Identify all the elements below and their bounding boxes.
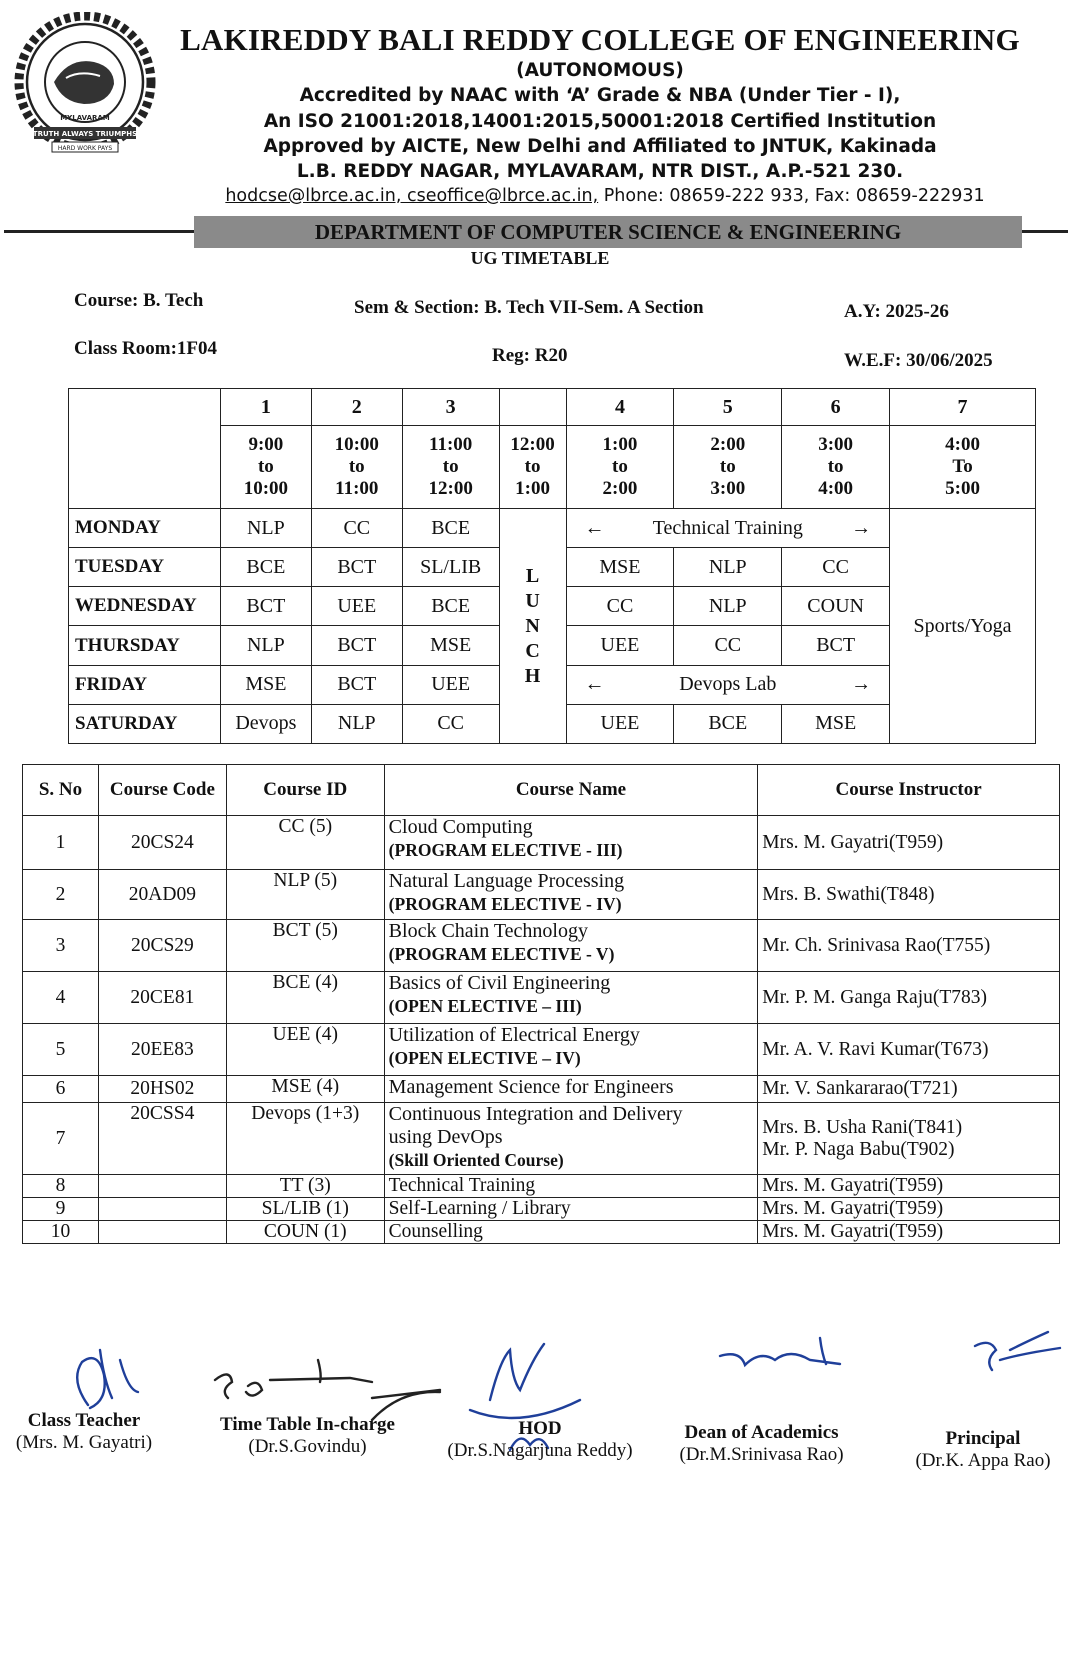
slot-cell: CC: [674, 626, 782, 665]
slot-cell: CC: [782, 548, 890, 587]
course-name: Cloud Computing (PROGRAM ELECTIVE - III): [384, 816, 758, 870]
document-title: UG TIMETABLE: [470, 248, 610, 268]
span-label: Technical Training: [652, 516, 803, 539]
logo-motto-1: TRUTH ALWAYS TRIUMPHS: [32, 130, 138, 138]
course-id: CC (5): [226, 816, 384, 870]
sno: 1: [23, 816, 99, 870]
period-time: 10:00 to 11:00: [311, 426, 402, 509]
sports-yoga-cell: Sports/Yoga: [890, 509, 1036, 744]
arrow-right-icon: →: [851, 673, 872, 696]
signature-class-teacher: [4, 1410, 164, 1454]
lunch-letter: N: [525, 614, 540, 637]
period-time: 9:00 to 10:00: [220, 426, 311, 509]
table-row: [23, 1221, 1060, 1244]
course-id: TT (3): [226, 1175, 384, 1198]
lunch-column: [499, 509, 566, 744]
lunch-letter: C: [525, 639, 540, 662]
class-room: Class Room:1F04: [74, 338, 218, 359]
course-instructor: Mrs. M. Gayatri(T959): [758, 1221, 1060, 1244]
slot-cell: BCE: [220, 548, 311, 587]
academic-year: A.Y: 2025-26: [844, 301, 949, 322]
slot-cell: BCT: [311, 626, 402, 665]
period-number-row: [69, 389, 1036, 426]
course-code: 20AD09: [98, 870, 226, 920]
slot-cell: BCT: [220, 587, 311, 626]
logo-motto-2: HARD WORK PAYS: [57, 145, 113, 152]
sig-title: Time Table In-charge: [220, 1414, 395, 1435]
period-time: 3:00 to 4:00: [782, 426, 890, 509]
sig-name: (Dr.K. Appa Rao): [915, 1450, 1051, 1471]
course-name: Basics of Civil Engineering (OPEN ELECTIVE – III): [384, 972, 758, 1024]
weekly-timetable: [68, 388, 1036, 744]
course-table: [22, 764, 1060, 1244]
course-instructor: Mr. Ch. Srinivasa Rao(T755): [758, 920, 1060, 972]
sig-name: (Dr.S.Govindu): [248, 1436, 367, 1457]
lunch-time: 12:00 to 1:00: [499, 426, 566, 509]
contact-line: [140, 186, 1070, 206]
lunch-letter: H: [524, 664, 541, 687]
table-row: [23, 816, 1060, 870]
period-number: 7: [890, 389, 1036, 426]
slot-cell: NLP: [220, 626, 311, 665]
slot-cell: SL/LIB: [402, 548, 499, 587]
course-name: Natural Language Processing (PROGRAM ELECTIVE - IV): [384, 870, 758, 920]
department-banner: DEPARTMENT OF COMPUTER SCIENCE & ENGINEERING: [194, 216, 1022, 248]
table-row: [23, 1103, 1060, 1175]
slot-cell: COUN: [782, 587, 890, 626]
slot-cell: UEE: [566, 704, 674, 743]
course-name: Counselling: [384, 1221, 758, 1244]
slot-cell: BCE: [402, 587, 499, 626]
table-row: [23, 1175, 1060, 1198]
slot-cell: CC: [402, 704, 499, 743]
day-row-monday: [69, 509, 1036, 548]
period-time: 2:00 to 3:00: [674, 426, 782, 509]
period-number: 5: [674, 389, 782, 426]
period-number: 3: [402, 389, 499, 426]
slot-cell: MSE: [566, 548, 674, 587]
arrow-left-icon: ←: [584, 516, 605, 539]
course-code: 20HS02: [98, 1076, 226, 1103]
sig-title: Class Teacher: [27, 1410, 141, 1431]
college-logo: [14, 12, 156, 162]
slot-cell: UEE: [566, 626, 674, 665]
regulation: Reg: R20: [492, 345, 568, 366]
slot-cell: CC: [311, 509, 402, 548]
technical-training-span: [566, 509, 890, 548]
course-id: UEE (4): [226, 1024, 384, 1076]
course-name: Self-Learning / Library: [384, 1198, 758, 1221]
signature-principal: [898, 1428, 1068, 1472]
course-name: Block Chain Technology (PROGRAM ELECTIVE - V): [384, 920, 758, 972]
col-header: Course Instructor: [758, 765, 1060, 816]
course-code: [98, 1198, 226, 1221]
course-instructor: Mrs. M. Gayatri(T959): [758, 1175, 1060, 1198]
course-name: Management Science for Engineers: [384, 1076, 758, 1103]
slot-cell: BCE: [402, 509, 499, 548]
day-label: FRIDAY: [69, 665, 221, 704]
sno: 10: [23, 1221, 99, 1244]
course-id: BCT (5): [226, 920, 384, 972]
course-id: Devops (1+3): [226, 1103, 384, 1175]
sno: 8: [23, 1175, 99, 1198]
slot-cell: NLP: [674, 548, 782, 587]
slot-cell: NLP: [311, 704, 402, 743]
course-code: [98, 1221, 226, 1244]
sig-name: (Dr.S.Nagarjuna Reddy): [447, 1440, 633, 1461]
span-label: Devops Lab: [679, 673, 777, 696]
arrow-left-icon: ←: [584, 673, 605, 696]
day-label: WEDNESDAY: [69, 587, 221, 626]
timetable-grid: [68, 388, 1036, 744]
course-instructor: Mr. V. Sankararao(T721): [758, 1076, 1060, 1103]
period-time: 4:00 To 5:00: [890, 426, 1036, 509]
sno: 3: [23, 920, 99, 972]
slot-cell: Devops: [220, 704, 311, 743]
slot-cell: MSE: [782, 704, 890, 743]
table-row: [23, 1076, 1060, 1103]
sno: 7: [23, 1103, 99, 1175]
course-instructor: Mr. P. M. Ganga Raju(T783): [758, 972, 1060, 1024]
slot-cell: UEE: [311, 587, 402, 626]
col-header: Course ID: [226, 765, 384, 816]
day-label: TUESDAY: [69, 548, 221, 587]
course-id: SL/LIB (1): [226, 1198, 384, 1221]
lunch-letter: U: [525, 589, 540, 612]
course-table-header: [23, 765, 1060, 816]
sno: 4: [23, 972, 99, 1024]
sno: 9: [23, 1198, 99, 1221]
course-instructor: Mrs. M. Gayatri(T959): [758, 816, 1060, 870]
course-name: Continuous Integration and Delivery using DevOps (Skill Oriented Course): [384, 1103, 758, 1175]
accreditation-line: Accredited by NAAC with ‘A’ Grade & NBA (Under Tier - I),: [299, 85, 901, 106]
course-code: 20CS24: [98, 816, 226, 870]
period-number: 6: [782, 389, 890, 426]
course-instructor: Mrs. B. Usha Rani(T841) Mr. P. Naga Babu(T902): [758, 1103, 1060, 1175]
wef-date: W.E.F: 30/06/2025: [844, 350, 993, 371]
logo-place: MYLAVARAM: [60, 114, 110, 122]
sig-title: Dean of Academics: [684, 1422, 839, 1443]
period-time: 1:00 to 2:00: [566, 426, 674, 509]
day-label: SATURDAY: [69, 704, 221, 743]
day-label: THURSDAY: [69, 626, 221, 665]
sem-section-label: Sem & Section: B. Tech VII-Sem. A Section: [354, 297, 704, 318]
course-instructor: Mrs. B. Swathi(T848): [758, 870, 1060, 920]
college-name: LAKIREDDY BALI REDDY COLLEGE OF ENGINEERING: [180, 22, 1020, 57]
period-number: 2: [311, 389, 402, 426]
table-row: [23, 870, 1060, 920]
course-code: 20CSS4: [98, 1103, 226, 1175]
slot-cell: BCT: [311, 548, 402, 587]
course-label: Course: B. Tech: [74, 290, 204, 311]
course-id: MSE (4): [226, 1076, 384, 1103]
sig-title: Principal: [945, 1428, 1021, 1449]
slot-cell: BCE: [674, 704, 782, 743]
address-line: L.B. REDDY NAGAR, MYLAVARAM, NTR DIST., A.P.-521 230.: [296, 161, 904, 182]
signature-timetable-incharge: [200, 1414, 415, 1458]
slot-cell: NLP: [674, 587, 782, 626]
sig-name: (Dr.M.Srinivasa Rao): [679, 1444, 844, 1465]
course-instructor: Mr. A. V. Ravi Kumar(T673): [758, 1024, 1060, 1076]
logo-seal-icon: [14, 12, 156, 162]
slot-cell: UEE: [402, 665, 499, 704]
sig-title: HOD: [518, 1418, 562, 1439]
phone-fax: Phone: 08659-222 933, Fax: 08659-222931: [598, 186, 985, 206]
col-header: S. No: [23, 765, 99, 816]
lunch-letter: L: [525, 564, 540, 587]
email-links[interactable]: hodcse@lbrce.ac.in, cseoffice@lbrce.ac.in,: [225, 186, 599, 206]
course-id: BCE (4): [226, 972, 384, 1024]
course-id: COUN (1): [226, 1221, 384, 1244]
course-code: [98, 1175, 226, 1198]
sno: 6: [23, 1076, 99, 1103]
signature-hod: [430, 1418, 650, 1462]
table-row: [23, 1198, 1060, 1221]
period-number: 4: [566, 389, 674, 426]
approval-line: Approved by AICTE, New Delhi and Affiliated to JNTUK, Kakinada: [263, 136, 937, 157]
course-list: [22, 764, 1060, 1244]
course-name: Technical Training: [384, 1175, 758, 1198]
course-code: 20EE83: [98, 1024, 226, 1076]
col-header: Course Code: [98, 765, 226, 816]
signature-dean: [664, 1422, 859, 1466]
autonomous-label: (AUTONOMOUS): [516, 60, 684, 81]
arrow-right-icon: →: [851, 516, 872, 539]
corner-cell: [69, 389, 221, 509]
period-number: 1: [220, 389, 311, 426]
slot-cell: NLP: [220, 509, 311, 548]
period-time: 11:00 to 12:00: [402, 426, 499, 509]
course-name: Utilization of Electrical Energy (OPEN ELECTIVE – IV): [384, 1024, 758, 1076]
day-label: MONDAY: [69, 509, 221, 548]
sno: 5: [23, 1024, 99, 1076]
devops-lab-span: [566, 665, 890, 704]
slot-cell: BCT: [311, 665, 402, 704]
iso-line: An ISO 21001:2018,14001:2015,50001:2018 Certified Institution: [263, 111, 937, 132]
slot-cell: CC: [566, 587, 674, 626]
course-instructor: Mrs. M. Gayatri(T959): [758, 1198, 1060, 1221]
table-row: [23, 1024, 1060, 1076]
table-row: [23, 972, 1060, 1024]
lunch-number-cell: [499, 389, 566, 426]
col-header: Course Name: [384, 765, 758, 816]
slot-cell: MSE: [402, 626, 499, 665]
table-row: [23, 920, 1060, 972]
slot-cell: MSE: [220, 665, 311, 704]
course-code: 20CS29: [98, 920, 226, 972]
course-code: 20CE81: [98, 972, 226, 1024]
slot-cell: BCT: [782, 626, 890, 665]
course-id: NLP (5): [226, 870, 384, 920]
sno: 2: [23, 870, 99, 920]
sig-name: (Mrs. M. Gayatri): [15, 1432, 153, 1453]
